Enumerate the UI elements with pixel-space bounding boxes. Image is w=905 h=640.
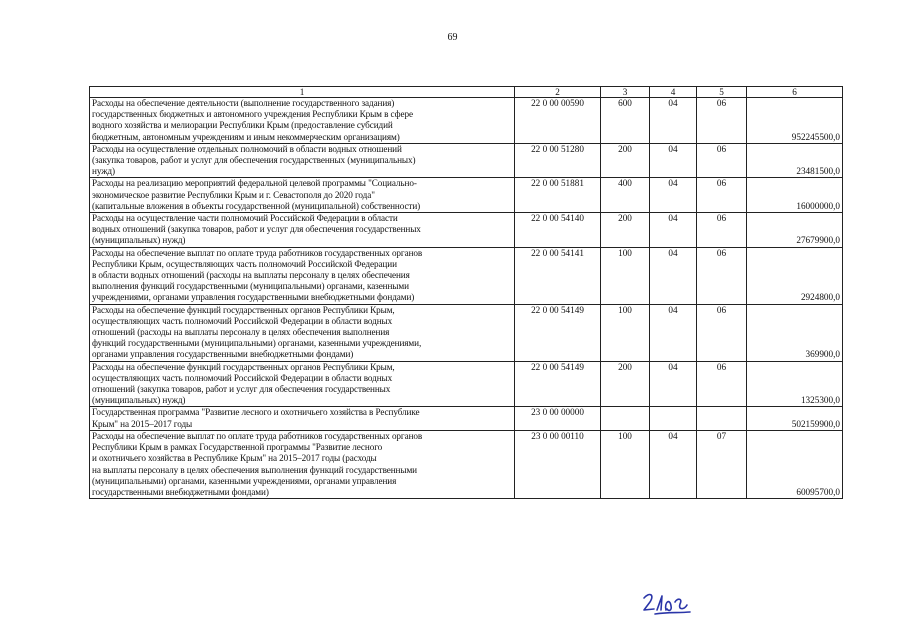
row-code: 23 0 00 00000 [515,407,601,430]
column-header: 2 [515,87,601,98]
row-code: 22 0 00 54149 [515,304,601,361]
row-section: 04 [650,247,697,304]
row-expense-type: 200 [601,143,650,178]
row-expense-type: 600 [601,98,650,144]
row-amount: 369900,0 [747,304,843,361]
row-description: Расходы на реализацию мероприятий федеральной целевой программы "Социально- экономическое развитие Республики Крым и г. Севастополя до 2020 года" (капитальные вложения в объекты государственной (муниципальной) собственности) [90,178,515,213]
row-subsection: 06 [697,143,747,178]
row-section: 04 [650,213,697,248]
row-amount: 27679900,0 [747,213,843,248]
table-header-row [90,87,843,98]
page-number: 69 [447,32,458,43]
row-expense-type [601,407,650,430]
row-amount: 23481500,0 [747,143,843,178]
row-subsection: 06 [697,361,747,407]
table-row [90,361,843,407]
table-row [90,304,843,361]
table-row [90,178,843,213]
row-subsection: 07 [697,430,747,498]
budget-table [89,86,843,499]
row-code: 23 0 00 00110 [515,430,601,498]
column-header: 1 [90,87,515,98]
row-expense-type: 400 [601,178,650,213]
signature-mark [640,588,700,618]
row-subsection: 06 [697,213,747,248]
row-section: 04 [650,430,697,498]
row-expense-type: 200 [601,361,650,407]
row-description: Расходы на обеспечение деятельности (выполнение государственного задания) государственных бюджетных и автономного учреждения Республики Крым в сфере водного хозяйства и мелиорации Республики Крым (предоставление субсидий бюджетным, автономным учреждениям и иным некоммерческим организациям) [90,98,515,144]
row-expense-type: 100 [601,304,650,361]
row-code: 22 0 00 54140 [515,213,601,248]
row-subsection: 06 [697,98,747,144]
row-section: 04 [650,361,697,407]
column-header: 3 [601,87,650,98]
row-code: 22 0 00 51881 [515,178,601,213]
row-subsection: 06 [697,247,747,304]
table-row [90,143,843,178]
row-description: Расходы на обеспечение выплат по оплате труда работников государственных органов Республики Крым в рамках Государственной программы "Развитие лесного и охотничьего хозяйства в Республике Крым" на 2015–2017 годы (расходы на выплаты персоналу в целях обеспечения выполнения функций государственными (муниципальными) органами, казенными учреждениями, органами управления государственными внебюджетными фондами) [90,430,515,498]
row-description: Расходы на обеспечение функций государственных органов Республики Крым, осуществляющих часть полномочий Российской Федерации в области водных отношений (расходы на выплаты персоналу в целях обеспечения выполнения функций государственными (муниципальными) органами, казенными учреждениями, органами управления государственными внебюджетными фондами) [90,304,515,361]
column-header: 4 [650,87,697,98]
row-amount: 16000000,0 [747,178,843,213]
row-amount: 952245500,0 [747,98,843,144]
row-section [650,407,697,430]
row-section: 04 [650,143,697,178]
table-row [90,213,843,248]
column-header: 6 [747,87,843,98]
row-code: 22 0 00 00590 [515,98,601,144]
row-code: 22 0 00 51280 [515,143,601,178]
column-header: 5 [697,87,747,98]
row-expense-type: 200 [601,213,650,248]
table-row [90,430,843,498]
row-code: 22 0 00 54141 [515,247,601,304]
row-subsection: 06 [697,304,747,361]
row-section: 04 [650,178,697,213]
row-subsection: 06 [697,178,747,213]
row-description: Расходы на обеспечение функций государственных органов Республики Крым, осуществляющих часть полномочий Российской Федерации в области водных отношений (закупка товаров, работ и услуг для обеспечения государственных (муниципальных) нужд) [90,361,515,407]
row-description: Расходы на обеспечение выплат по оплате труда работников государственных органов Республики Крым, осуществляющих часть полномочий Российской Федерации в области водных отношений (расходы на выплаты персоналу в целях обеспечения выполнения функций государственными (муниципальными) органами, казенными учреждениями, органами управления государственными внебюджетными фондами) [90,247,515,304]
row-description: Расходы на осуществление части полномочий Российской Федерации в области водных отношений (закупка товаров, работ и услуг для обеспечения государственных (муниципальных) нужд) [90,213,515,248]
row-amount: 1325300,0 [747,361,843,407]
row-amount: 502159900,0 [747,407,843,430]
row-amount: 2924800,0 [747,247,843,304]
row-section: 04 [650,304,697,361]
row-expense-type: 100 [601,430,650,498]
row-amount: 60095700,0 [747,430,843,498]
row-expense-type: 100 [601,247,650,304]
table-row [90,407,843,430]
row-subsection [697,407,747,430]
handwritten-signature [640,588,700,623]
table-row [90,247,843,304]
row-description: Расходы на осуществление отдельных полномочий в области водных отношений (закупка товаров, работ и услуг для обеспечения государственных (муниципальных) нужд) [90,143,515,178]
row-section: 04 [650,98,697,144]
row-description: Государственная программа "Развитие лесного и охотничьего хозяйства в Республике Крым" на 2015–2017 годы [90,407,515,430]
table-row [90,98,843,144]
row-code: 22 0 00 54149 [515,361,601,407]
